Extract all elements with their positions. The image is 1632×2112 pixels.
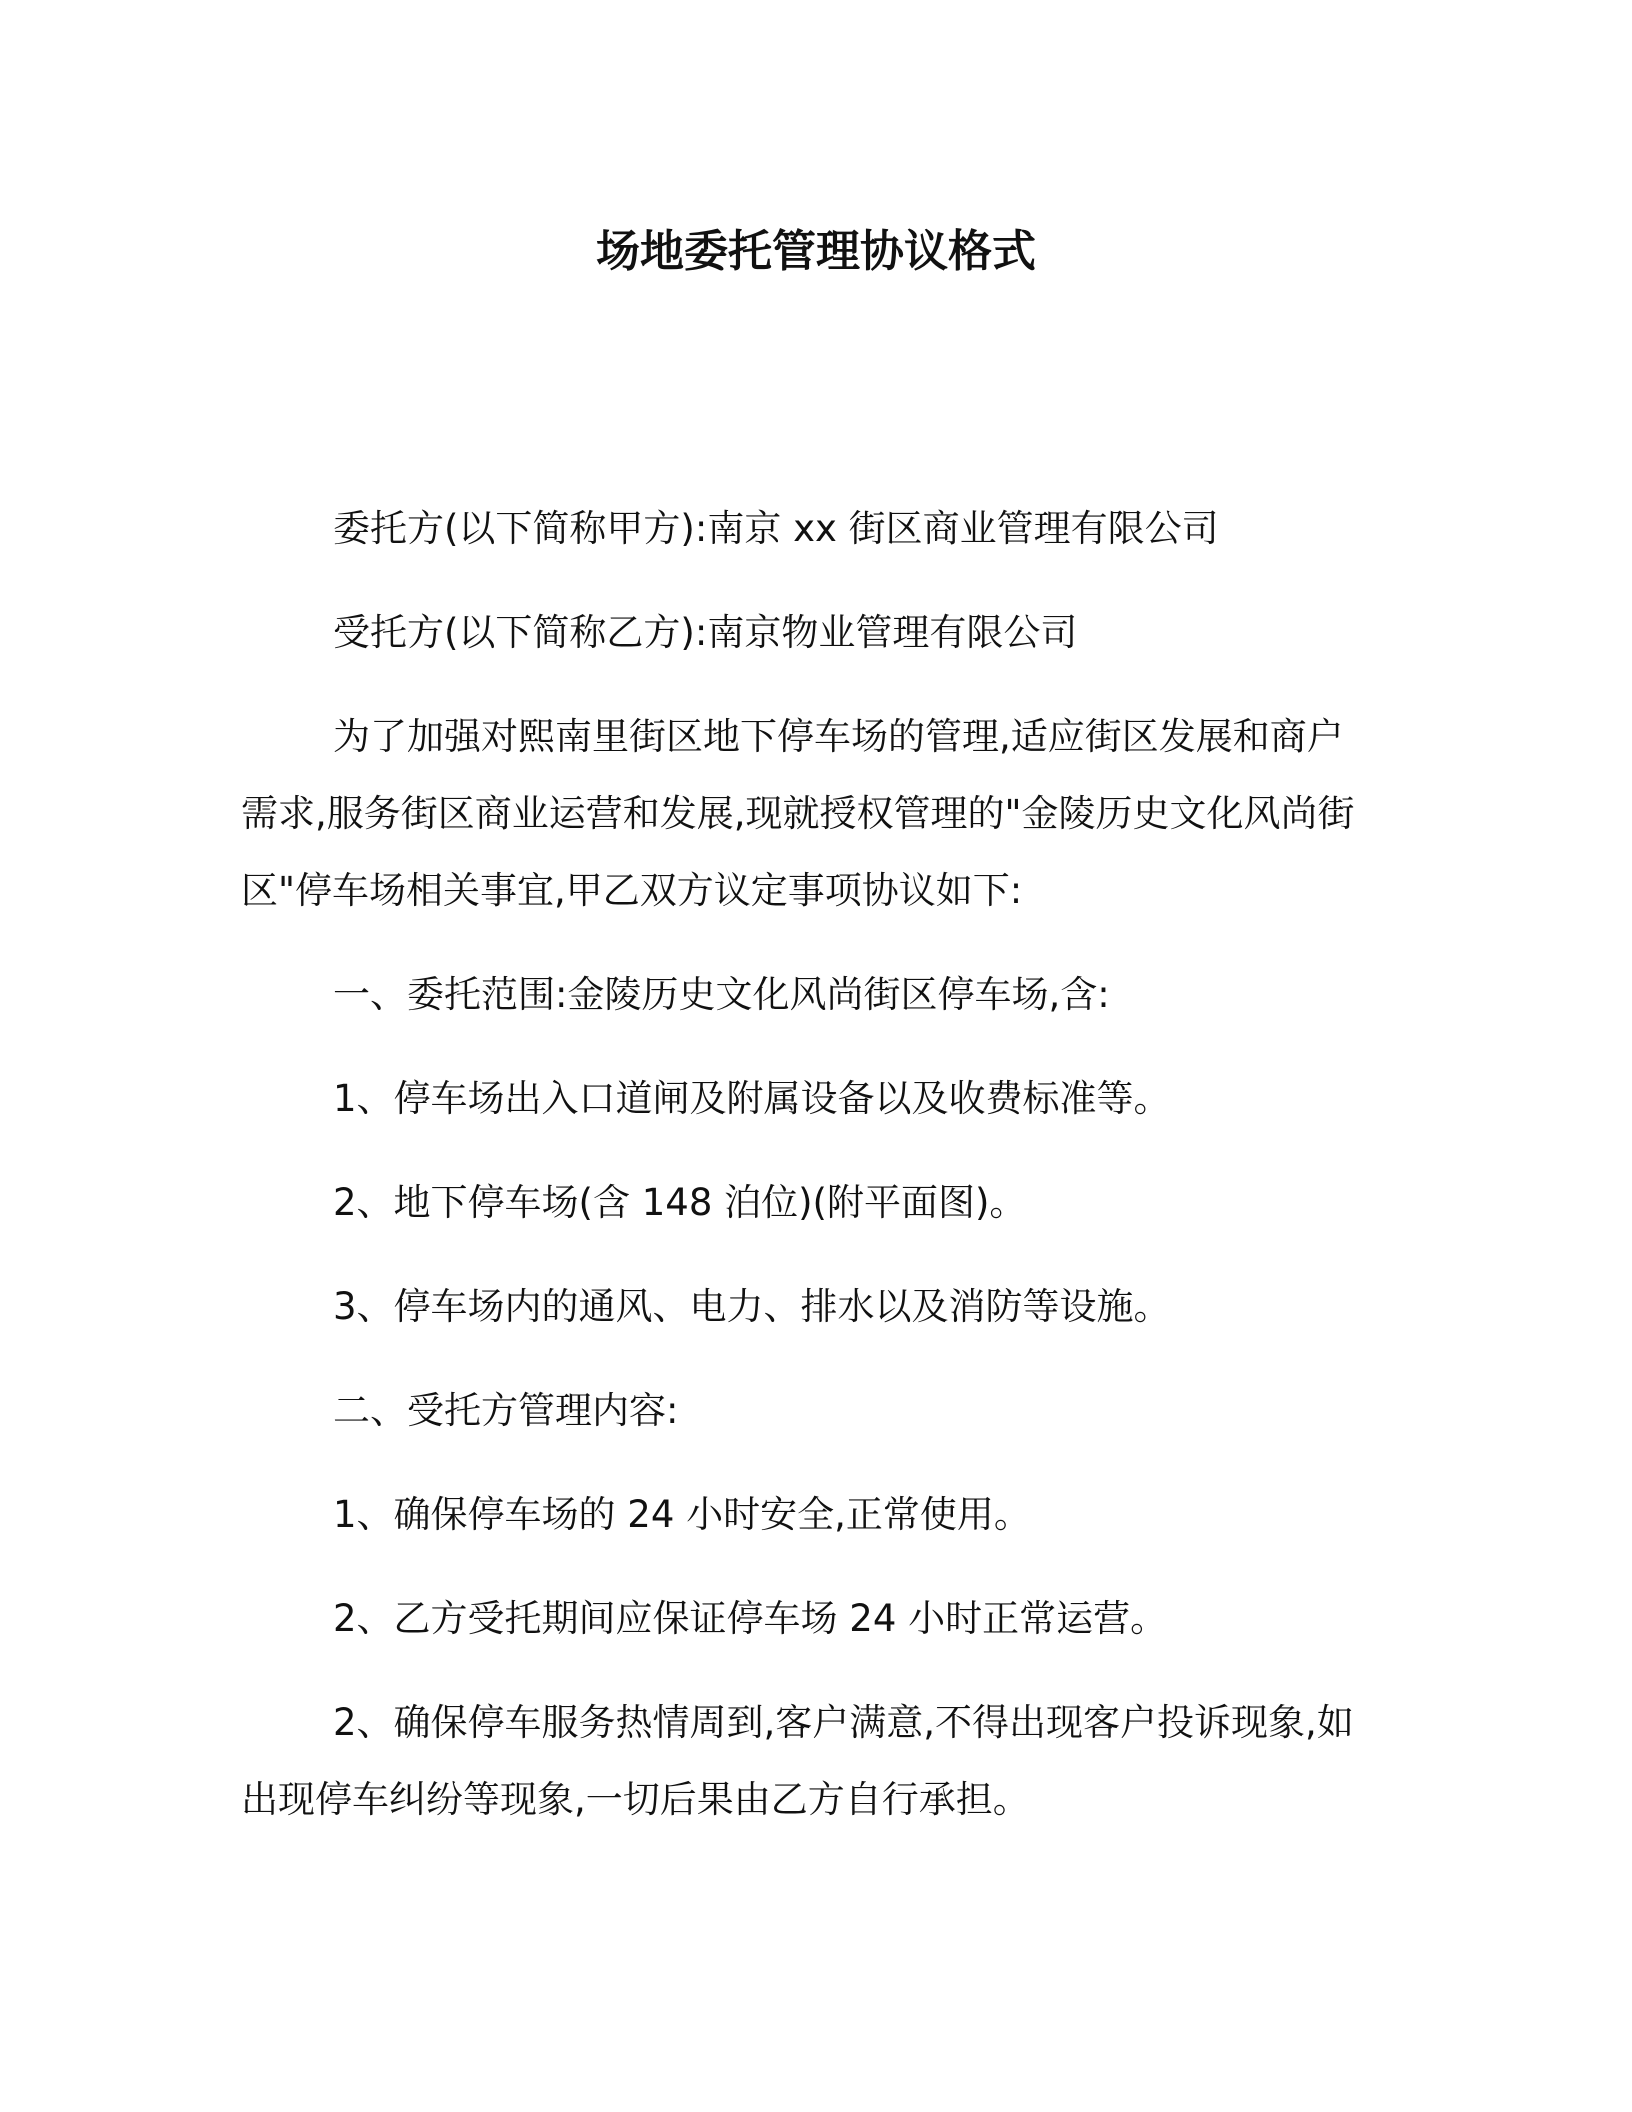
- section-2-item-1: 1、确保停车场的 24 小时安全,正常使用。: [333, 1493, 1031, 1536]
- section-1-item-3: 3、停车场内的通风、电力、排水以及消防等设施。: [333, 1285, 1171, 1328]
- section-2-heading: 二、受托方管理内容:: [333, 1389, 679, 1432]
- party-b-paragraph: 受托方(以下简称乙方):南京物业管理有限公司: [333, 611, 1078, 654]
- section-1-heading: 一、委托范围:金陵历史文化风尚街区停车场,含:: [333, 973, 1110, 1016]
- section-2-item-3: 2、确保停车服务热情周到,客户满意,不得出现客户投诉现象,如出现停车纠纷等现象,一切后果由乙方自行承担。: [241, 1701, 1354, 1821]
- section-2-item-2: 2、乙方受托期间应保证停车场 24 小时正常运营。: [333, 1597, 1168, 1640]
- preamble-paragraph: 为了加强对熙南里街区地下停车场的管理,适应街区发展和商户需求,服务街区商业运营和发展,现就授权管理的"金陵历史文化风尚街区"停车场相关事宜,甲乙双方议定事项协议如下:: [241, 715, 1355, 912]
- document-body: [241, 490, 1377, 1865]
- document-title: 场地委托管理协议格式: [596, 226, 1036, 277]
- section-1-item-1: 1、停车场出入口道闸及附属设备以及收费标准等。: [333, 1077, 1171, 1120]
- party-a-paragraph: 委托方(以下简称甲方):南京 xx 街区商业管理有限公司: [333, 507, 1219, 550]
- section-1-item-2: 2、地下停车场(含 148 泊位)(附平面图)。: [333, 1181, 1027, 1224]
